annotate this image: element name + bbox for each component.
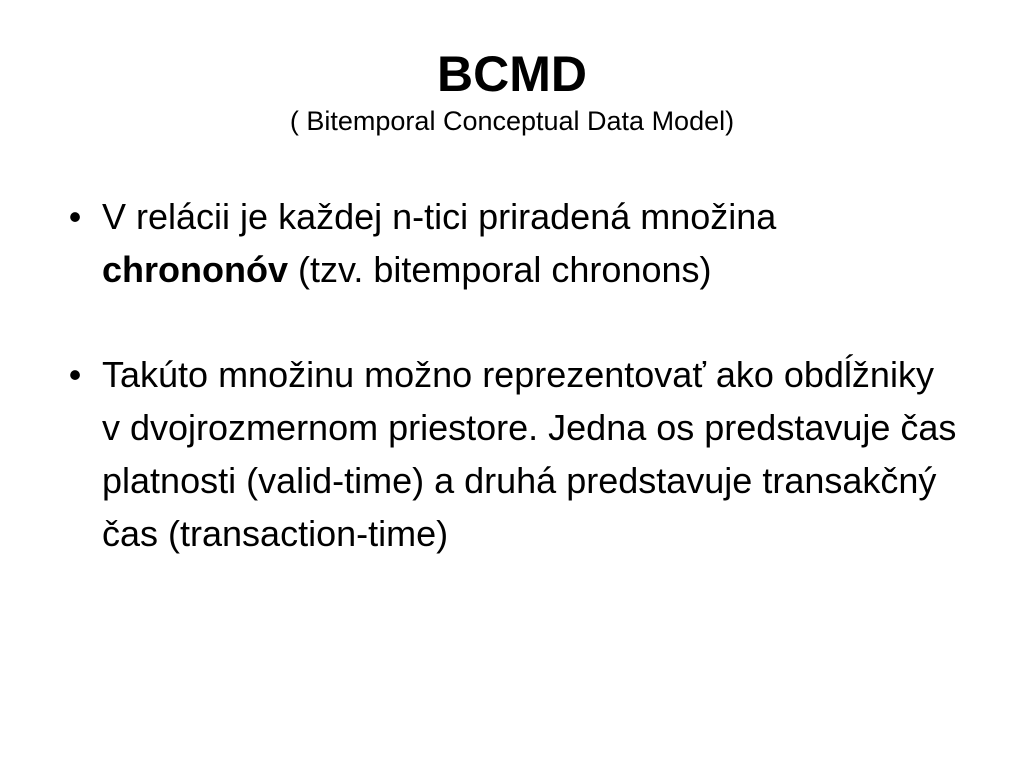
bullet-text-part2: (tzv. bitemporal chronons) bbox=[288, 249, 712, 290]
bullet-text bbox=[102, 190, 960, 296]
slide-title: BCMD bbox=[437, 46, 587, 102]
title-block bbox=[0, 44, 1024, 138]
bullet-list bbox=[60, 190, 960, 612]
bullet-item-representation bbox=[60, 348, 960, 560]
bullet-text-part1: V relácii je každej n-tici priradená množina bbox=[102, 196, 777, 237]
slide-subtitle: ( Bitemporal Conceptual Data Model) bbox=[289, 106, 735, 136]
bullet-text-bold: chrononóv bbox=[102, 249, 288, 290]
bullet-dot-icon: • bbox=[68, 354, 82, 395]
bullet-dot-icon: • bbox=[68, 196, 82, 237]
bullet-text: Takúto množinu možno reprezentovať ako obdĺžniky v dvojrozmernom priestore. Jedna os predstavuje čas platnosti (valid-time) a druhá predstavuje transakčný čas (transaction-time) bbox=[102, 354, 957, 554]
bullet-item-chronons bbox=[60, 190, 960, 296]
